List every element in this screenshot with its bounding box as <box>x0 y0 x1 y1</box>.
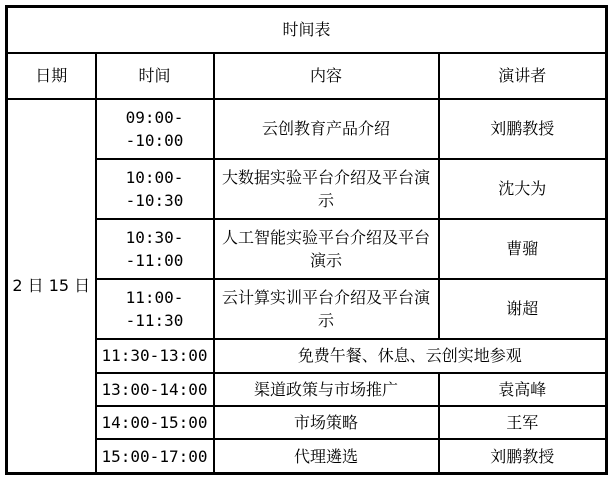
table-row <box>7 439 607 473</box>
speaker-cell: 刘鹏教授 <box>439 99 607 159</box>
time-cell: 10:30--11:00 <box>96 219 214 279</box>
table-header-row <box>7 53 607 99</box>
content-cell: 大数据实验平台介绍及平台演示 <box>214 159 439 219</box>
speaker-cell: 王军 <box>439 406 607 439</box>
table-row-title <box>7 7 607 54</box>
table-row <box>7 219 607 279</box>
table-row <box>7 373 607 406</box>
time-cell: 11:30-13:00 <box>96 339 214 372</box>
speaker-cell: 刘鹏教授 <box>439 439 607 473</box>
speaker-cell: 谢超 <box>439 279 607 339</box>
content-cell-merged: 免费午餐、休息、云创实地参观 <box>214 339 607 372</box>
speaker-cell: 曹骝 <box>439 219 607 279</box>
speaker-cell: 袁高峰 <box>439 373 607 406</box>
content-cell: 渠道政策与市场推广 <box>214 373 439 406</box>
content-cell: 人工智能实验平台介绍及平台演示 <box>214 219 439 279</box>
table-title: 时间表 <box>7 7 607 54</box>
time-cell: 10:00--10:30 <box>96 159 214 219</box>
content-cell: 市场策略 <box>214 406 439 439</box>
table-row <box>7 99 607 159</box>
time-cell: 13:00-14:00 <box>96 373 214 406</box>
table-row <box>7 159 607 219</box>
content-cell: 云计算实训平台介绍及平台演示 <box>214 279 439 339</box>
time-cell: 15:00-17:00 <box>96 439 214 473</box>
header-speaker: 演讲者 <box>439 53 607 99</box>
table-row <box>7 406 607 439</box>
table-row-lunch <box>7 339 607 372</box>
time-cell: 11:00--11:30 <box>96 279 214 339</box>
content-cell: 代理遴选 <box>214 439 439 473</box>
schedule-table <box>5 5 608 475</box>
header-time: 时间 <box>96 53 214 99</box>
table-row <box>7 279 607 339</box>
speaker-cell: 沈大为 <box>439 159 607 219</box>
header-content: 内容 <box>214 53 439 99</box>
time-cell: 09:00--10:00 <box>96 99 214 159</box>
header-date: 日期 <box>7 53 96 99</box>
time-cell: 14:00-15:00 <box>96 406 214 439</box>
date-cell: 2 日 15 日 <box>7 99 96 474</box>
content-cell: 云创教育产品介绍 <box>214 99 439 159</box>
